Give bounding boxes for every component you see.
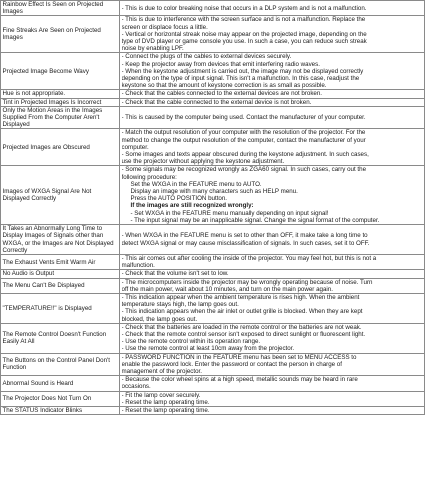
remedy-line: - Check that the cable connected to the external device is not broken. xyxy=(121,98,312,106)
remedy-cell xyxy=(120,90,425,98)
remedy-line: use the projector without applying the keystone adjustment. xyxy=(121,158,285,166)
remedy-line: computer. xyxy=(121,143,149,151)
table-row xyxy=(1,293,425,323)
table-row xyxy=(1,129,425,166)
symptom-cell: Projected Image Become Wavy xyxy=(1,53,120,90)
remedy-line: depending on the type of input signal. This isn't a malfunction. In this case, readjust the xyxy=(121,75,360,83)
remedy-line: - This is due to interference with the screen surface and is not a malfunction. Replace the xyxy=(121,16,366,24)
table-row xyxy=(1,406,425,414)
remedy-line: screen or displace focus a little. xyxy=(121,23,208,31)
remedy-line: type of DVD player or game console you use. In such a case, you can reduce such streak xyxy=(121,38,367,46)
remedy-cell xyxy=(120,1,425,16)
remedy-cell xyxy=(120,406,425,414)
remedy-cell xyxy=(120,376,425,391)
table-row xyxy=(1,225,425,255)
remedy-line: occasions. xyxy=(121,383,151,391)
symptom-cell: The STATUS Indicator Blinks xyxy=(1,406,120,414)
remedy-line: - Reset the lamp operating time. xyxy=(121,398,210,406)
remedy-cell xyxy=(120,166,425,225)
remedy-line: - Some signals may be recognized wrongly as ZGA60 signal. In such cases, carry out the xyxy=(121,166,367,174)
symptom-cell: Fine Streaks Are Seen on Projected Images xyxy=(1,16,120,53)
remedy-line: - When the keystone adjustment is carried out, the image may not be displayed correctly xyxy=(121,67,364,75)
remedy-cell xyxy=(120,106,425,129)
remedy-line: - When WXGA in the FEATURE menu is set to other than OFF, it make take a long time to xyxy=(121,232,368,240)
symptom-cell: The Buttons on the Control Panel Don't Function xyxy=(1,353,120,376)
remedy-line: off the main power, wait about 10 minutes, and turn on the main power again. xyxy=(121,285,333,293)
remedy-line: Set the WXGA in the FEATURE menu to AUTO. xyxy=(130,180,262,188)
remedy-line: temperature stays high, the lamp goes out. xyxy=(121,301,239,309)
remedy-cell xyxy=(120,254,425,269)
symptom-cell: The Remote Control Doesn't Function Easily At All xyxy=(1,323,120,353)
remedy-cell xyxy=(120,225,425,255)
remedy-cell xyxy=(120,293,425,323)
symptom-cell: Only the Motion Areas in the Images Supplied From the Computer Aren't Displayed xyxy=(1,106,120,129)
table-row xyxy=(1,53,425,90)
table-row xyxy=(1,1,425,16)
symptom-cell: Rainbow Effect Is Seen on Projected Images xyxy=(1,1,120,16)
symptom-cell: The Menu Can't Be Displayed xyxy=(1,278,120,293)
remedy-line: blocked, the lamp goes out. xyxy=(121,315,198,323)
remedy-line: noise by enabling LPF. xyxy=(121,45,184,53)
symptom-cell: Abnormal Sound is Heard xyxy=(1,376,120,391)
table-row xyxy=(1,16,425,53)
remedy-line: - Vertical or horizontal streak noise may appear on the projected image, depending on the xyxy=(121,30,367,38)
table-row xyxy=(1,270,425,278)
remedy-line: - Reset the lamp operating time. xyxy=(121,406,210,414)
remedy-line: following procedure: xyxy=(121,173,177,181)
remedy-cell xyxy=(120,129,425,166)
symptom-cell: Projected Images are Obscured xyxy=(1,129,120,166)
table-row xyxy=(1,376,425,391)
symptom-cell: Hue is not appropriate. xyxy=(1,90,120,98)
remedy-cell xyxy=(120,278,425,293)
remedy-line: - Check that the cables connected to the external devices are not broken. xyxy=(121,90,323,98)
remedy-line: - PASSWORD FUNCTION in the FEATURE menu has been set to MENU ACCESS to xyxy=(121,353,357,361)
table-row xyxy=(1,166,425,225)
remedy-line: - The input signal may be an inapplicable signal. Change the signal format of the computer. xyxy=(130,216,380,224)
remedy-line: - Because the color wheel spins at a high speed, metallic sounds may be heard in rare xyxy=(121,376,358,384)
remedy-line: - Check that the remote control sensor isn't exposed to direct sunlight or fluorescent light. xyxy=(121,330,366,338)
remedy-cell xyxy=(120,323,425,353)
remedy-line: malfunction. xyxy=(121,262,155,270)
remedy-line: method to change the output resolution of the computer, contact the manufacturer of your xyxy=(121,136,366,144)
remedy-line: - Connect the plugs of the cables to external devices securely. xyxy=(121,53,292,61)
remedy-line: - This indication appears when the air inlet or outlet grille is blocked. When they are kept xyxy=(121,308,363,316)
table-row xyxy=(1,106,425,129)
table-row xyxy=(1,278,425,293)
remedy-line: - Check that the volume isn't set to low. xyxy=(121,270,229,278)
symptom-cell: Tint in Projected Images Is Incorrect xyxy=(1,98,120,106)
remedy-cell xyxy=(120,270,425,278)
remedy-line: detect WXGA signal or may cause misclassification of signals. In such cases, set it to OFF. xyxy=(121,239,370,247)
table-row xyxy=(1,391,425,406)
remedy-cell xyxy=(120,98,425,106)
remedy-cell xyxy=(120,16,425,53)
remedy-line: - This indication appear when the ambient temperature is rises high. When the ambient xyxy=(121,293,360,301)
remedy-cell xyxy=(120,53,425,90)
table-row xyxy=(1,98,425,106)
symptom-cell: The Projector Does Not Turn On xyxy=(1,391,120,406)
table-row xyxy=(1,90,425,98)
symptom-cell: Images of WXGA Signal Are Not Displayed Correctly xyxy=(1,166,120,225)
remedy-line: Display an image with many characters such as HELP menu. xyxy=(130,188,298,196)
table-row xyxy=(1,353,425,376)
remedy-line: Press the AUTO POSITION button. xyxy=(130,195,228,203)
remedy-line: - This air comes out after cooling the inside of the projector. You may feel hot, but this is not a xyxy=(121,254,377,262)
remedy-line: - Set WXGA in the FEATURE menu manually depending on input signal! xyxy=(130,209,329,217)
remedy-cell xyxy=(120,391,425,406)
symptom-cell: "TEMPERATURE!!" is Displayed xyxy=(1,293,120,323)
table-row xyxy=(1,254,425,269)
symptom-cell: It Takes an Abnormally Long Time to Display Images of Signals other than WXGA, or the Images are Not Displayed Correctly xyxy=(1,225,120,255)
remedy-line: - Fit the lamp cover securely. xyxy=(121,391,201,399)
remedy-line: If the images are still recognized wrongly: xyxy=(130,202,254,210)
remedy-line: enable the password lock. Enter the password or contact the person in charge of xyxy=(121,360,342,368)
remedy-line: - This is caused by the computer being used. Contact the manufacturer of your computer. xyxy=(121,114,366,122)
remedy-line: keystone so that the amount of keystone correction is as small as possible. xyxy=(121,82,327,90)
remedy-line: management of the projector. xyxy=(121,367,202,375)
remedy-line: - Check that the batteries are loaded in the remote control or the batteries are not weak. xyxy=(121,323,362,331)
symptom-cell: The Exhaust Vents Emit Warm Air xyxy=(1,254,120,269)
remedy-cell xyxy=(120,353,425,376)
remedy-line: - Use the remote control at least 10cm away from the projector. xyxy=(121,345,295,353)
remedy-line: - Use the remote control within its operation range. xyxy=(121,338,261,346)
remedy-line: - Some images and texts appear obscured during the keystone adjustment. In such cases, xyxy=(121,151,369,159)
remedy-line: - The microcomputers inside the projector may be wrongly operating because of noise. Turn xyxy=(121,278,373,286)
remedy-line: - Keep the projector away from devices that emit interfering radio waves. xyxy=(121,60,320,68)
remedy-line: - Match the output resolution of your computer with the resolution of the projector. For the xyxy=(121,129,366,137)
table-row xyxy=(1,323,425,353)
symptom-cell: No Audio is Output xyxy=(1,270,120,278)
troubleshooting-table-body xyxy=(1,1,425,415)
remedy-line: - This is due to color breaking noise that occurs in a DLP system and is not a malfunction. xyxy=(121,4,367,12)
